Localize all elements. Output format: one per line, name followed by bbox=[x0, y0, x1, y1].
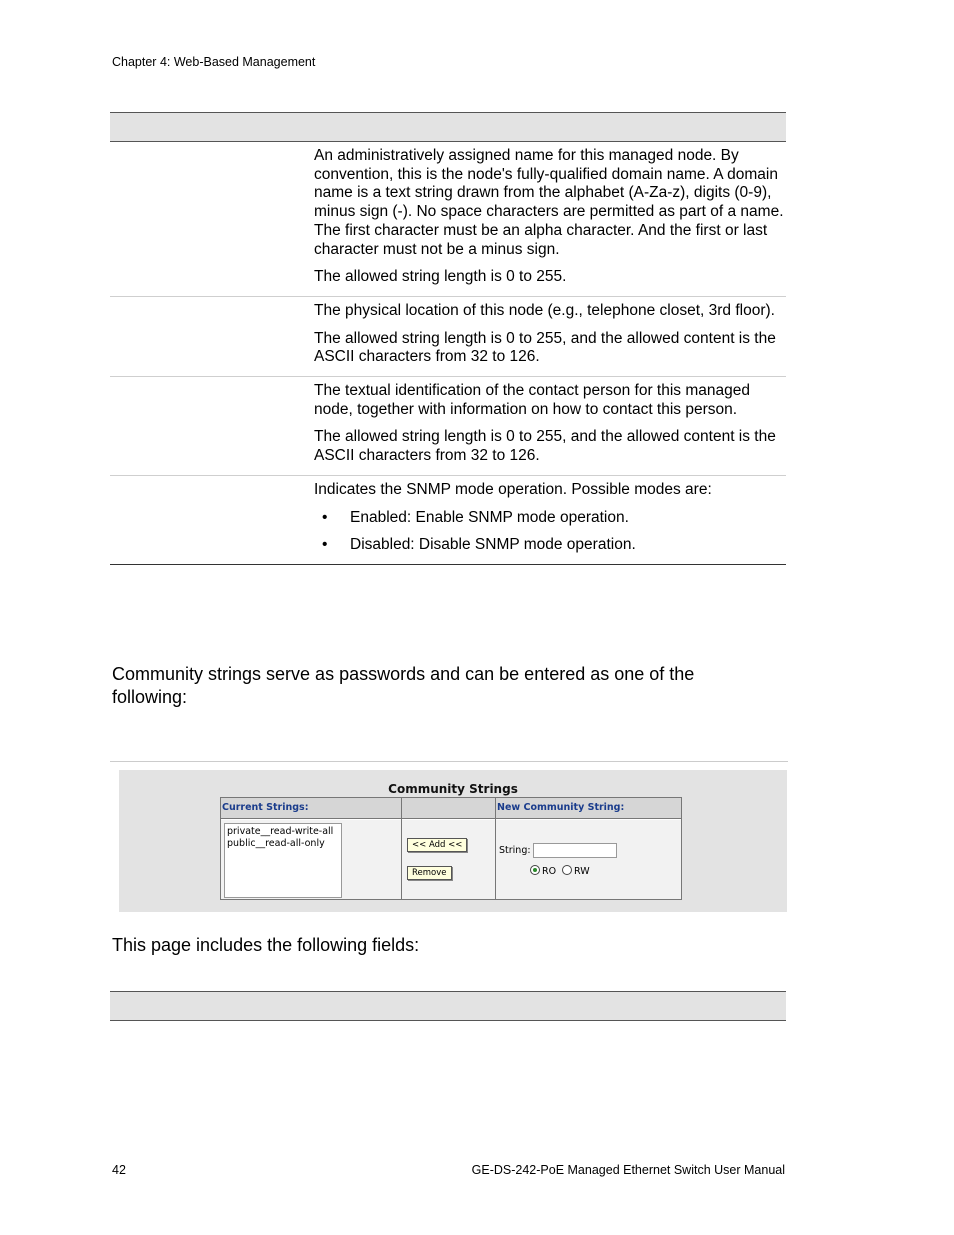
description-text: The allowed string length is 0 to 255. bbox=[314, 268, 567, 286]
list-item[interactable]: public__read-all-only bbox=[227, 838, 325, 849]
bullet-icon: • bbox=[322, 536, 328, 554]
snmp-system-fields-table bbox=[110, 112, 786, 565]
string-label: String: bbox=[499, 845, 531, 856]
list-item[interactable]: private__read-write-all bbox=[227, 826, 334, 837]
table-row bbox=[110, 475, 786, 564]
row-description bbox=[314, 475, 786, 564]
radio-rw-label: RW bbox=[574, 866, 590, 877]
row-description bbox=[314, 142, 786, 297]
current-strings-header: Current Strings: bbox=[221, 798, 401, 819]
community-strings-screenshot bbox=[119, 770, 787, 912]
table-row bbox=[110, 296, 786, 376]
new-string-header: New Community String: bbox=[496, 798, 681, 819]
row-name bbox=[110, 377, 314, 476]
description-text: The allowed string length is 0 to 255, and the allowed content is the ASCII characters from 32 to 126. bbox=[314, 428, 776, 465]
mode-list bbox=[314, 509, 784, 555]
description-text: Indicates the SNMP mode operation. Possible modes are: bbox=[314, 480, 712, 498]
table-header-row bbox=[110, 113, 786, 142]
community-fields-table bbox=[110, 991, 786, 1021]
table-row bbox=[110, 377, 786, 476]
figure-divider bbox=[110, 761, 788, 762]
table-header-row bbox=[110, 992, 786, 1021]
row-name bbox=[110, 296, 314, 376]
radio-ro-label: RO bbox=[542, 866, 557, 877]
description-text: The physical location of this node (e.g., telephone closet, 3rd floor). bbox=[314, 301, 775, 319]
new-string-cell bbox=[496, 820, 681, 899]
list-item bbox=[314, 536, 784, 555]
row-name bbox=[110, 142, 314, 297]
radio-rw[interactable] bbox=[562, 865, 572, 875]
column-divider bbox=[495, 798, 496, 899]
table-header-description bbox=[314, 113, 786, 142]
row-description bbox=[314, 296, 786, 376]
middle-header bbox=[402, 798, 495, 819]
row-description bbox=[314, 377, 786, 476]
current-strings-listbox[interactable] bbox=[224, 823, 342, 898]
actions-cell bbox=[402, 820, 495, 899]
description-text: The textual identification of the contact person for this managed node, together with information on how to contact this person. bbox=[314, 382, 750, 418]
description-text: An administratively assigned name for this managed node. By convention, this is the node's fully-qualified domain name. A domain name is a text string drawn from the alphabet (A-Za-z), digits (0-9), minus sign (-). No space characters are permitted as part of a name. The first character must be an alpha character. And the first or last character must not be a minus sign. bbox=[314, 147, 784, 258]
row-name bbox=[110, 475, 314, 564]
page-number: 42 bbox=[112, 1163, 126, 1177]
list-item-text: Enabled: Enable SNMP mode operation. bbox=[350, 508, 629, 526]
bullet-icon: • bbox=[322, 508, 328, 526]
current-strings-cell bbox=[221, 820, 401, 899]
description-text: The allowed string length is 0 to 255, and the allowed content is the ASCII characters from 32 to 126. bbox=[314, 329, 776, 366]
table-header-description bbox=[448, 992, 786, 1021]
community-intro-paragraph: Community strings serve as passwords and can be entered as one of the following: bbox=[112, 664, 695, 707]
screenshot-title: Community Strings bbox=[388, 782, 518, 796]
list-item bbox=[314, 509, 784, 528]
chapter-header: Chapter 4: Web-Based Management bbox=[112, 55, 316, 69]
table-header-object bbox=[110, 113, 314, 142]
list-item-text: Disabled: Disable SNMP mode operation. bbox=[350, 536, 636, 554]
radio-ro[interactable] bbox=[530, 865, 540, 875]
add-button[interactable]: << Add << bbox=[407, 838, 467, 852]
table-header-object bbox=[110, 992, 448, 1021]
table-row bbox=[110, 142, 786, 297]
column-divider bbox=[401, 798, 402, 899]
manual-title: GE-DS-242-PoE Managed Ethernet Switch User Manual bbox=[471, 1163, 785, 1177]
community-strings-panel bbox=[220, 797, 682, 900]
fields-intro-paragraph: This page includes the following fields: bbox=[112, 935, 420, 955]
string-input[interactable] bbox=[533, 843, 617, 858]
remove-button[interactable]: Remove bbox=[407, 866, 452, 880]
